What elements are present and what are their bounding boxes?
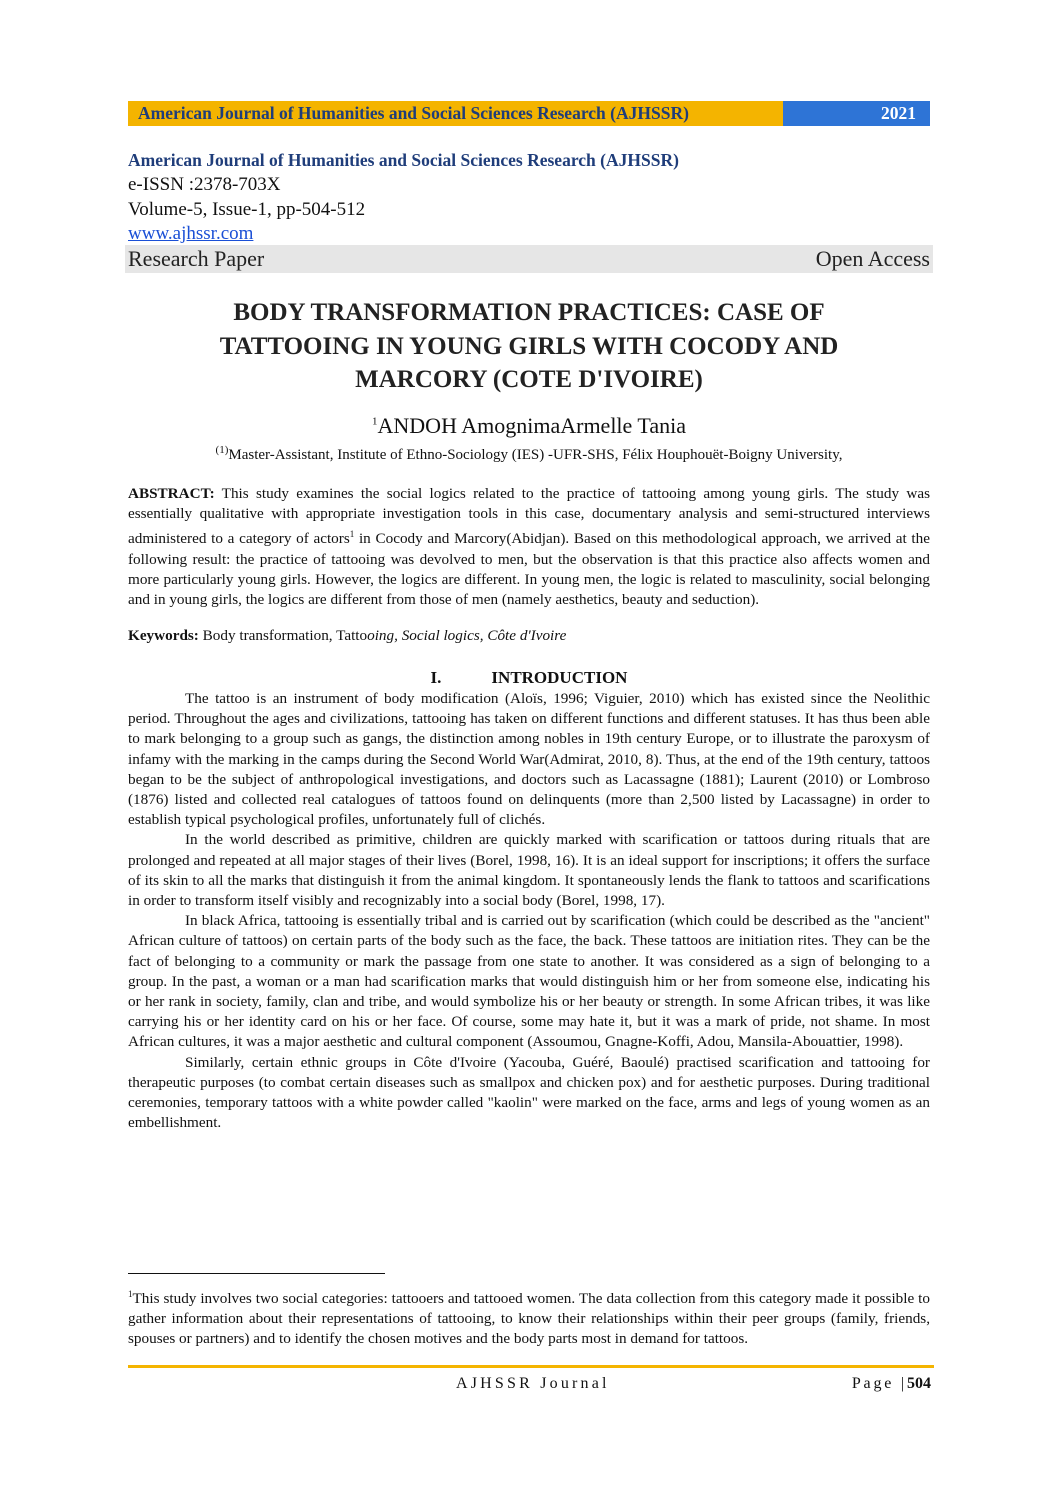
paper-type-bar — [125, 245, 933, 273]
footnote-number: 1 — [128, 1289, 133, 1299]
title-line: MARCORY (COTE D'IVOIRE) — [355, 366, 703, 393]
running-header — [128, 101, 930, 126]
access-type: Open Access — [815, 246, 930, 271]
keywords-text: Body transformation, Tatto — [198, 627, 368, 644]
paragraph: In black Africa, tattooing is essentially tribal and is carried out by scarification (which could be described as the "ancient" African culture of tattoos) on certain parts of the body such as the face, the back. These tattoos are initiation rites. They can be the fact of belonging to a community or mark the passage from one state to another. It was considered as a sign of belonging to a group. In the past, a woman or a man had scarification marks that would distinguish him or her from someone else, indicating his or her rank in society, family, clan and tribe, and would symbolize his or her beauty or strength. In some African tribes, it was like carrying his or her identity card on his or her face. Of course, some may hate it, but it was a mark of pride, not shame. In most African cultures, it was a major aesthetic and cultural component (Assoumou, Gnagne-Koffi, Adou, Mansila-Abouattier, 1998). — [128, 912, 930, 1051]
page-separator: | — [900, 1375, 907, 1392]
affiliation — [128, 444, 930, 464]
abstract — [128, 484, 930, 610]
paragraph: Similarly, certain ethnic groups in Côte d'Ivoire (Yacouba, Guéré, Baoulé) practised scarification and tattooing for therapeutic purposes (to combat certain diseases such as smallpox and chicken pox) and for aesthetic purposes. During traditional ceremonies, temporary tattoos with a white powder called "kaolin" were marked on the face, arms and legs of young women as an embellishment. — [128, 1053, 930, 1132]
header-journal: American Journal of Humanities and Social Sciences Research (AJHSSR) — [128, 101, 783, 126]
keywords-label: Keywords: — [128, 627, 199, 644]
section-number: I. — [430, 668, 442, 687]
keywords — [128, 627, 930, 645]
journal-name: American Journal of Humanities and Social Sciences Research (AJHSSR) — [128, 150, 679, 170]
paragraph: The tattoo is an instrument of body modification (Aloïs, 1996; Viguier, 2010) which has existed since the Neolithic period. Throughout the ages and civilizations, tattooing has taken on different functions and different statuses. It has thus been able to mark belonging to a group such as gangs, the distinction among nobles in 19th century Europe, or to illustrate the paroxysm of infamy with the marking in the camps during the Second World War(Admirat, 2010, 8). Thus, at the end of the 19th century, tattoos began to be the subject of anthropological investigations, and doctors such as Lacassagne (1881); Laurent (2010) or Lombroso (1876) listed and collected real catalogues of tattoos found on delinquents (more than 2,500 listed by Lacassagne) in order to establish typical psychological profiles, unfortunately full of clichés. — [128, 690, 930, 829]
author-sup: 1 — [372, 415, 378, 428]
footnote-ref: 1 — [349, 529, 355, 540]
footer-journal: AJHSSR Journal — [456, 1375, 610, 1392]
author-name: ANDOH AmognimaArmelle Tania — [377, 413, 686, 438]
footnote-text: This study involves two social categories: tattooers and tattooed women. The data collection from this category made it possible to gather information about their representations of tattooing, to know their relationships within their peer groups (family, friends, spouses or partners) and to identify the chosen motives and the body parts most in demand for tattoos. — [128, 1290, 930, 1348]
affil-sup: (1) — [215, 444, 229, 456]
page-label: Page — [851, 1375, 895, 1392]
website-link[interactable]: www.ajhssr.com — [128, 223, 254, 244]
page-number: 504 — [907, 1375, 931, 1392]
abstract-label: ABSTRACT: — [128, 485, 215, 502]
footnote — [128, 1284, 930, 1350]
footer-page — [852, 1375, 931, 1393]
paper-type: Research Paper — [128, 246, 265, 271]
issn: e-ISSN :2378-703X — [128, 174, 281, 195]
article-title — [128, 296, 930, 397]
header-year: 2021 — [783, 101, 930, 126]
keywords-text-italic: oing, Social logics, Côte d'Ivoire — [367, 627, 567, 644]
footnote-divider — [128, 1273, 385, 1274]
footer-divider — [128, 1365, 934, 1368]
introduction-body — [128, 689, 930, 1133]
section-heading — [128, 668, 930, 688]
abstract-text: This study examines the social logics related to the practice of tattooing among young girls. The study was essentially qualitative with appropriate investigation tools in this case, documentary analysis and semi-structured interviews administered to a category of actors — [128, 485, 930, 548]
title-line: TATTOOING IN YOUNG GIRLS WITH COCODY AND — [219, 332, 839, 360]
author — [128, 413, 930, 439]
paragraph: In the world described as primitive, children are quickly marked with scarification or tattoos during rituals that are prolonged and repeated at all major stages of their lives (Borel, 1998, 16). It is an ideal support for inscriptions; it offers the surface of its skin to all the marks that distinguish it from the animal kingdom. It spontaneously lends the flank to tattoos and scarifications in order to transform itself visibly and recognizably into a social body (Borel, 1998, 17). — [128, 831, 930, 910]
title-line: BODY TRANSFORMATION PRACTICES: CASE OF — [233, 299, 825, 326]
website-link-wrap — [128, 223, 253, 245]
section-title: INTRODUCTION — [491, 668, 628, 687]
abstract-text-cont: in Cocody and Marcory(Abidjan). Based on this methodological approach, we arrived at the following result: the practice of tattooing was devolved to men, but the observation is that this practice also affects women and more particularly young girls. However, the logics are different. In young men, the logic is related to masculinity, social belonging and in young girls, the logics are different from those of men (namely aesthetics, beauty and seduction). — [128, 530, 930, 609]
affiliation-text: Master-Assistant, Institute of Ethno-Sociology (IES) -UFR-SHS, Félix Houphouët-Boigny University, — [228, 447, 843, 463]
volume-issue: Volume-5, Issue-1, pp-504-512 — [128, 199, 366, 220]
